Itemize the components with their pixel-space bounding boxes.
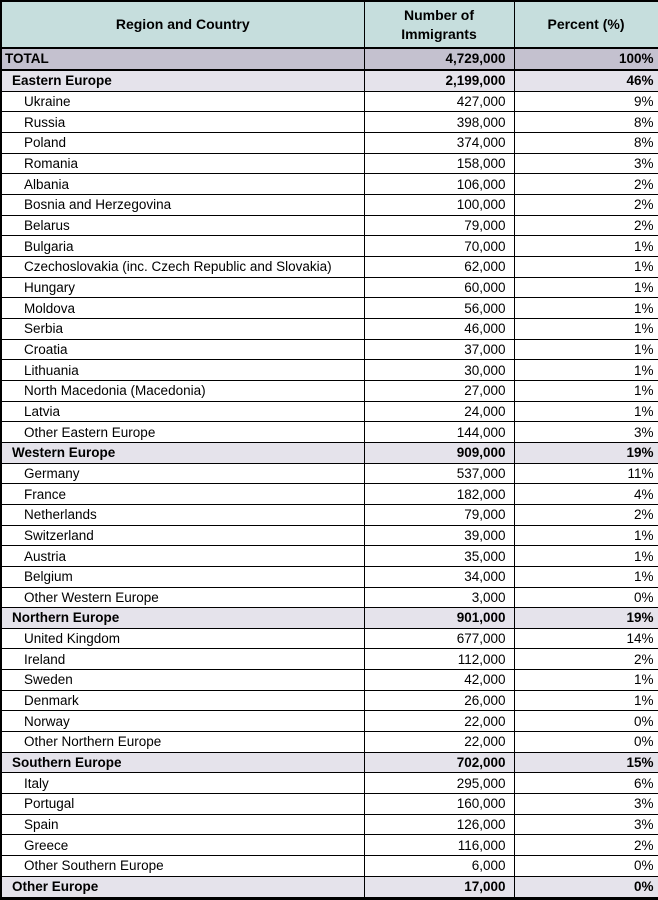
- table-row-northern-europe: [1, 608, 658, 629]
- region-country-cell: Ukraine: [1, 91, 364, 112]
- percent-cell: 1%: [514, 298, 658, 319]
- table-row-poland: [1, 133, 658, 154]
- percent-cell: 1%: [514, 339, 658, 360]
- table-row-lithuania: [1, 360, 658, 381]
- percent-cell: 9%: [514, 91, 658, 112]
- region-country-cell: Germany: [1, 463, 364, 484]
- immigrant-count-cell: 398,000: [364, 112, 514, 133]
- table-row-western-europe: [1, 442, 658, 463]
- immigrant-count-cell: 2,199,000: [364, 70, 514, 91]
- percent-cell: 2%: [514, 195, 658, 216]
- region-country-cell: Lithuania: [1, 360, 364, 381]
- region-country-cell: Greece: [1, 835, 364, 856]
- column-header-number-immigrants: Number of Immigrants: [364, 1, 514, 48]
- region-country-cell: Other Western Europe: [1, 587, 364, 608]
- table-row-north-macedonia-macedonia: [1, 380, 658, 401]
- immigrant-count-cell: 702,000: [364, 752, 514, 773]
- region-country-cell: Northern Europe: [1, 608, 364, 629]
- region-country-cell: Czechoslovakia (inc. Czech Republic and Slovakia): [1, 257, 364, 278]
- header-row: [1, 1, 658, 48]
- immigrant-count-cell: 22,000: [364, 711, 514, 732]
- immigrant-count-cell: 79,000: [364, 504, 514, 525]
- region-country-cell: United Kingdom: [1, 628, 364, 649]
- table-row-netherlands: [1, 504, 658, 525]
- region-country-cell: Southern Europe: [1, 752, 364, 773]
- table-row-italy: [1, 773, 658, 794]
- percent-cell: 1%: [514, 566, 658, 587]
- region-country-cell: Portugal: [1, 794, 364, 815]
- percent-cell: 14%: [514, 628, 658, 649]
- table-row-norway: [1, 711, 658, 732]
- region-country-cell: Sweden: [1, 670, 364, 691]
- immigrant-count-cell: 116,000: [364, 835, 514, 856]
- percent-cell: 2%: [514, 174, 658, 195]
- immigrant-count-cell: 30,000: [364, 360, 514, 381]
- region-country-cell: Norway: [1, 711, 364, 732]
- immigrant-count-cell: 677,000: [364, 628, 514, 649]
- table-row-ireland: [1, 649, 658, 670]
- immigrant-count-cell: 295,000: [364, 773, 514, 794]
- immigrant-count-cell: 46,000: [364, 318, 514, 339]
- immigrant-count-cell: 17,000: [364, 876, 514, 898]
- immigrant-count-cell: 126,000: [364, 814, 514, 835]
- percent-cell: 0%: [514, 876, 658, 898]
- table-row-albania: [1, 174, 658, 195]
- immigrant-count-cell: 42,000: [364, 670, 514, 691]
- region-country-cell: TOTAL: [1, 48, 364, 70]
- immigrant-count-cell: 60,000: [364, 277, 514, 298]
- region-country-cell: Serbia: [1, 318, 364, 339]
- percent-cell: 1%: [514, 236, 658, 257]
- table-row-romania: [1, 153, 658, 174]
- table-row-belarus: [1, 215, 658, 236]
- region-country-cell: Denmark: [1, 690, 364, 711]
- table-row-other-southern-europe: [1, 856, 658, 877]
- percent-cell: 1%: [514, 380, 658, 401]
- region-country-cell: Other Southern Europe: [1, 856, 364, 877]
- table-row-serbia: [1, 318, 658, 339]
- percent-cell: 1%: [514, 360, 658, 381]
- region-country-cell: Bosnia and Herzegovina: [1, 195, 364, 216]
- immigrant-count-cell: 27,000: [364, 380, 514, 401]
- region-country-cell: Belgium: [1, 566, 364, 587]
- table-row-denmark: [1, 690, 658, 711]
- immigrant-count-cell: 79,000: [364, 215, 514, 236]
- immigrant-count-cell: 26,000: [364, 690, 514, 711]
- percent-cell: 3%: [514, 794, 658, 815]
- immigrant-count-cell: 62,000: [364, 257, 514, 278]
- percent-cell: 1%: [514, 277, 658, 298]
- percent-cell: 1%: [514, 546, 658, 567]
- region-country-cell: France: [1, 484, 364, 505]
- immigrant-count-cell: 4,729,000: [364, 48, 514, 70]
- percent-cell: 1%: [514, 257, 658, 278]
- immigrant-count-cell: 182,000: [364, 484, 514, 505]
- table-row-latvia: [1, 401, 658, 422]
- immigrant-count-cell: 35,000: [364, 546, 514, 567]
- region-country-cell: Other Northern Europe: [1, 732, 364, 753]
- percent-cell: 0%: [514, 856, 658, 877]
- region-country-cell: North Macedonia (Macedonia): [1, 380, 364, 401]
- percent-cell: 2%: [514, 649, 658, 670]
- region-country-cell: Spain: [1, 814, 364, 835]
- table-row-sweden: [1, 670, 658, 691]
- percent-cell: 3%: [514, 422, 658, 443]
- region-country-cell: Switzerland: [1, 525, 364, 546]
- region-country-cell: Belarus: [1, 215, 364, 236]
- region-country-cell: Ireland: [1, 649, 364, 670]
- percent-cell: 2%: [514, 504, 658, 525]
- immigrant-count-cell: 37,000: [364, 339, 514, 360]
- table-row-france: [1, 484, 658, 505]
- region-country-cell: Other Europe: [1, 876, 364, 898]
- table-row-spain: [1, 814, 658, 835]
- table-row-total: [1, 48, 658, 70]
- percent-cell: 1%: [514, 670, 658, 691]
- region-country-cell: Austria: [1, 546, 364, 567]
- table-row-portugal: [1, 794, 658, 815]
- immigrant-count-cell: 56,000: [364, 298, 514, 319]
- table-row-croatia: [1, 339, 658, 360]
- column-header-percent: Percent (%): [514, 1, 658, 48]
- immigrant-count-cell: 106,000: [364, 174, 514, 195]
- region-country-cell: Other Eastern Europe: [1, 422, 364, 443]
- immigrant-count-cell: 374,000: [364, 133, 514, 154]
- table-row-other-europe: [1, 876, 658, 898]
- table-row-austria: [1, 546, 658, 567]
- percent-cell: 46%: [514, 70, 658, 91]
- percent-cell: 8%: [514, 133, 658, 154]
- table-row-moldova: [1, 298, 658, 319]
- table-row-eastern-europe: [1, 70, 658, 91]
- table-row-germany: [1, 463, 658, 484]
- immigrant-count-cell: 158,000: [364, 153, 514, 174]
- table-row-russia: [1, 112, 658, 133]
- percent-cell: 1%: [514, 690, 658, 711]
- table-row-ukraine: [1, 91, 658, 112]
- percent-cell: 0%: [514, 587, 658, 608]
- percent-cell: 15%: [514, 752, 658, 773]
- table-row-bulgaria: [1, 236, 658, 257]
- table-row-southern-europe: [1, 752, 658, 773]
- immigrant-count-cell: 70,000: [364, 236, 514, 257]
- percent-cell: 6%: [514, 773, 658, 794]
- percent-cell: 0%: [514, 732, 658, 753]
- immigrant-count-cell: 39,000: [364, 525, 514, 546]
- percent-cell: 4%: [514, 484, 658, 505]
- percent-cell: 100%: [514, 48, 658, 70]
- immigrant-count-cell: 427,000: [364, 91, 514, 112]
- region-country-cell: Russia: [1, 112, 364, 133]
- region-country-cell: Netherlands: [1, 504, 364, 525]
- immigrant-count-cell: 100,000: [364, 195, 514, 216]
- percent-cell: 1%: [514, 318, 658, 339]
- column-header-region-country: Region and Country: [1, 1, 364, 48]
- table-row-hungary: [1, 277, 658, 298]
- percent-cell: 0%: [514, 711, 658, 732]
- table-body: [1, 48, 658, 899]
- percent-cell: 3%: [514, 153, 658, 174]
- table-row-united-kingdom: [1, 628, 658, 649]
- immigrant-count-cell: 22,000: [364, 732, 514, 753]
- table-row-other-northern-europe: [1, 732, 658, 753]
- region-country-cell: Romania: [1, 153, 364, 174]
- region-country-cell: Poland: [1, 133, 364, 154]
- percent-cell: 1%: [514, 401, 658, 422]
- table-row-switzerland: [1, 525, 658, 546]
- immigrant-count-cell: 34,000: [364, 566, 514, 587]
- region-country-cell: Albania: [1, 174, 364, 195]
- percent-cell: 19%: [514, 442, 658, 463]
- immigrant-count-cell: 112,000: [364, 649, 514, 670]
- region-country-cell: Moldova: [1, 298, 364, 319]
- percent-cell: 8%: [514, 112, 658, 133]
- immigrant-count-cell: 6,000: [364, 856, 514, 877]
- table-row-other-western-europe: [1, 587, 658, 608]
- immigrant-count-cell: 24,000: [364, 401, 514, 422]
- region-country-cell: Latvia: [1, 401, 364, 422]
- immigrant-count-cell: 909,000: [364, 442, 514, 463]
- immigrant-count-cell: 3,000: [364, 587, 514, 608]
- table-row-belgium: [1, 566, 658, 587]
- region-country-cell: Western Europe: [1, 442, 364, 463]
- region-country-cell: Bulgaria: [1, 236, 364, 257]
- percent-cell: 11%: [514, 463, 658, 484]
- percent-cell: 3%: [514, 814, 658, 835]
- immigrant-count-cell: 144,000: [364, 422, 514, 443]
- percent-cell: 1%: [514, 525, 658, 546]
- table-row-greece: [1, 835, 658, 856]
- immigrant-count-cell: 537,000: [364, 463, 514, 484]
- table-row-czechoslovakia-inc-czech-republic-and-slovakia: [1, 257, 658, 278]
- region-country-cell: Croatia: [1, 339, 364, 360]
- immigrant-count-cell: 160,000: [364, 794, 514, 815]
- region-country-cell: Hungary: [1, 277, 364, 298]
- immigrant-count-cell: 901,000: [364, 608, 514, 629]
- table-row-bosnia-and-herzegovina: [1, 195, 658, 216]
- region-country-cell: Italy: [1, 773, 364, 794]
- percent-cell: 19%: [514, 608, 658, 629]
- table-row-other-eastern-europe: [1, 422, 658, 443]
- percent-cell: 2%: [514, 835, 658, 856]
- percent-cell: 2%: [514, 215, 658, 236]
- region-country-cell: Eastern Europe: [1, 70, 364, 91]
